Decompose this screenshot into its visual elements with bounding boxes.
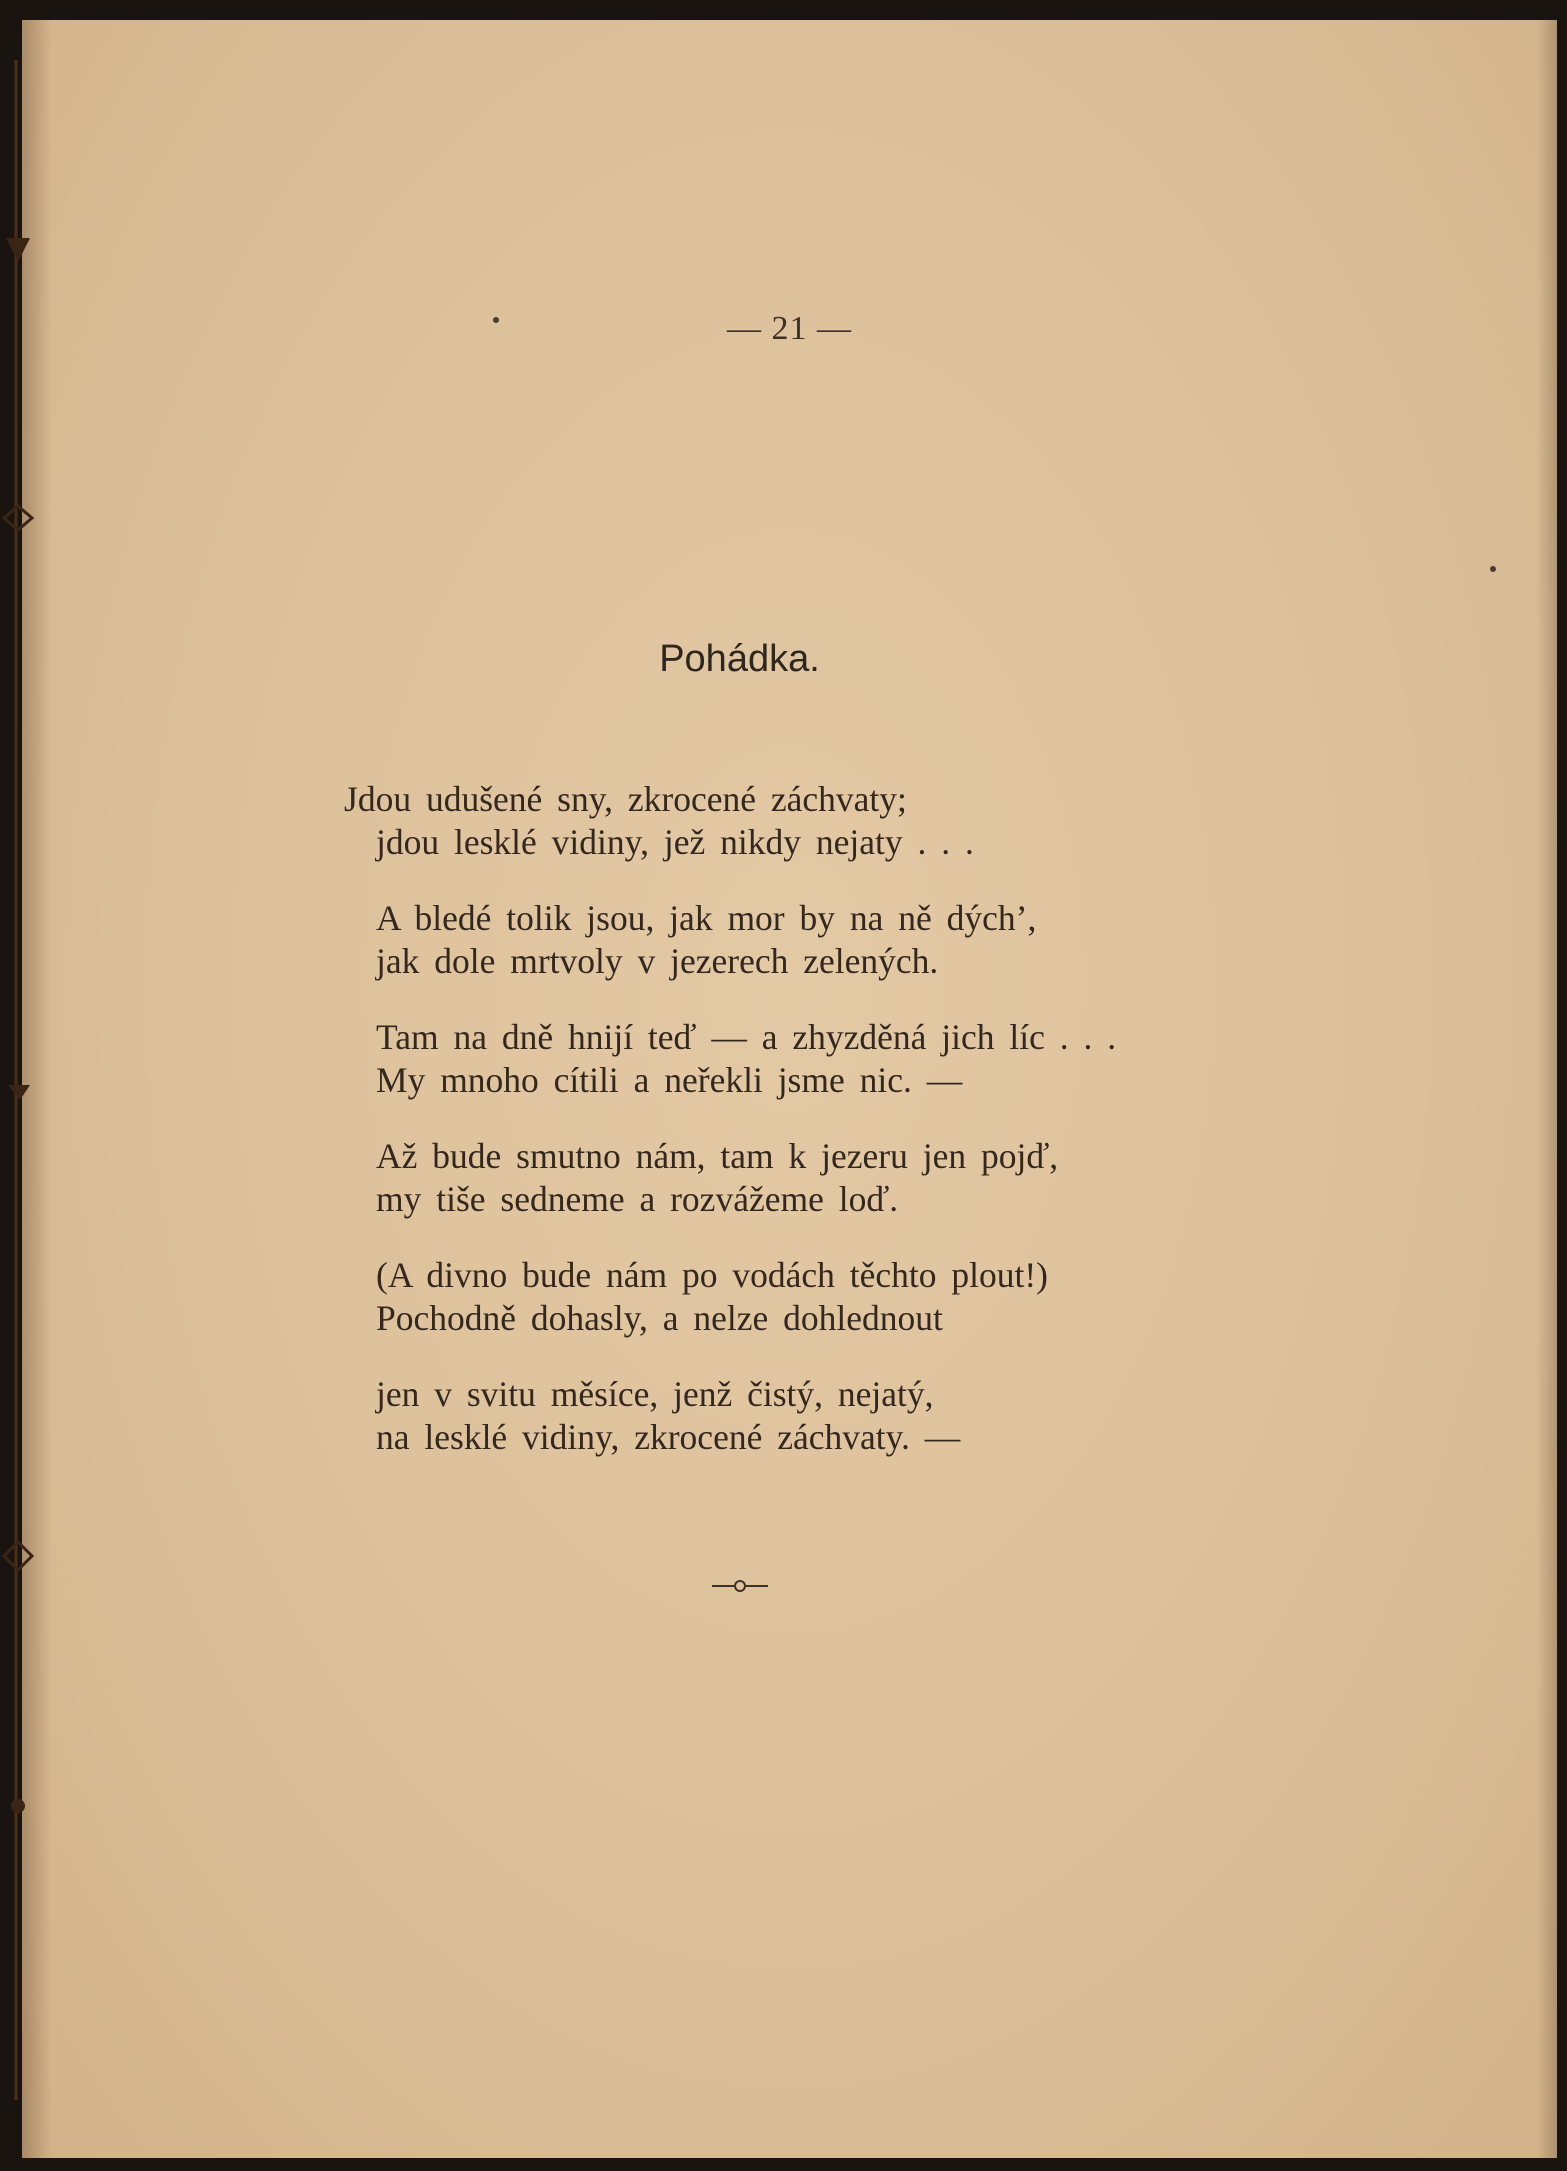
page-number: — 21 — [727, 310, 852, 347]
stitch-knot-icon [6, 238, 30, 262]
poem-line: My mnoho cítili a neřekli jsme nic. — [376, 1060, 963, 1100]
poem-line: na lesklé vidiny, zkrocené záchvaty. — [376, 1417, 961, 1457]
poem-line: my tiše sedneme a rozvážeme loď. [376, 1179, 899, 1219]
poem-body [344, 778, 1117, 1492]
stitch-knot-icon [11, 1799, 25, 1813]
stanza [376, 1135, 1116, 1221]
stanza [376, 1016, 1116, 1102]
end-ornament [22, 1578, 1507, 1599]
stanza [376, 1254, 1116, 1340]
ornament-icon [710, 1578, 770, 1594]
binding-stitches [0, 0, 40, 2171]
stanza [376, 897, 1116, 983]
poem-line: Pochodně dohasly, a nelze dohlednout [376, 1298, 943, 1338]
stitch-knot-icon [8, 1085, 30, 1100]
poem-line: (A divno bude nám po vodách těchto plout!) [376, 1255, 1048, 1295]
stitch-diamond-icon [4, 506, 32, 530]
poem-line: A bledé tolik jsou, jak mor by na ně dých’, [376, 898, 1037, 938]
poem-line: Až bude smutno nám, tam k jezeru jen pojď, [376, 1136, 1059, 1176]
stanza [376, 1373, 1116, 1459]
book-page [22, 20, 1557, 2158]
poem-line: Jdou udušené sny, zkrocené záchvaty; [344, 779, 907, 819]
stitch-diamond-icon [4, 1542, 32, 1570]
poem-line: jdou lesklé vidiny, jež nikdy nejaty . . . [376, 822, 974, 862]
poem-line: jak dole mrtvoly v jezerech zelených. [376, 941, 939, 981]
poem-title: Pohádka. [659, 638, 820, 680]
stray-dot [1490, 566, 1496, 572]
page-edge-shadow [1537, 20, 1557, 2158]
poem-line: jen v svitu měsíce, jenž čistý, nejatý, [376, 1374, 934, 1414]
stanza [344, 778, 1116, 864]
poem-line: Tam na dně hnijí teď — a zhyzděná jich líc . . . [376, 1017, 1117, 1057]
